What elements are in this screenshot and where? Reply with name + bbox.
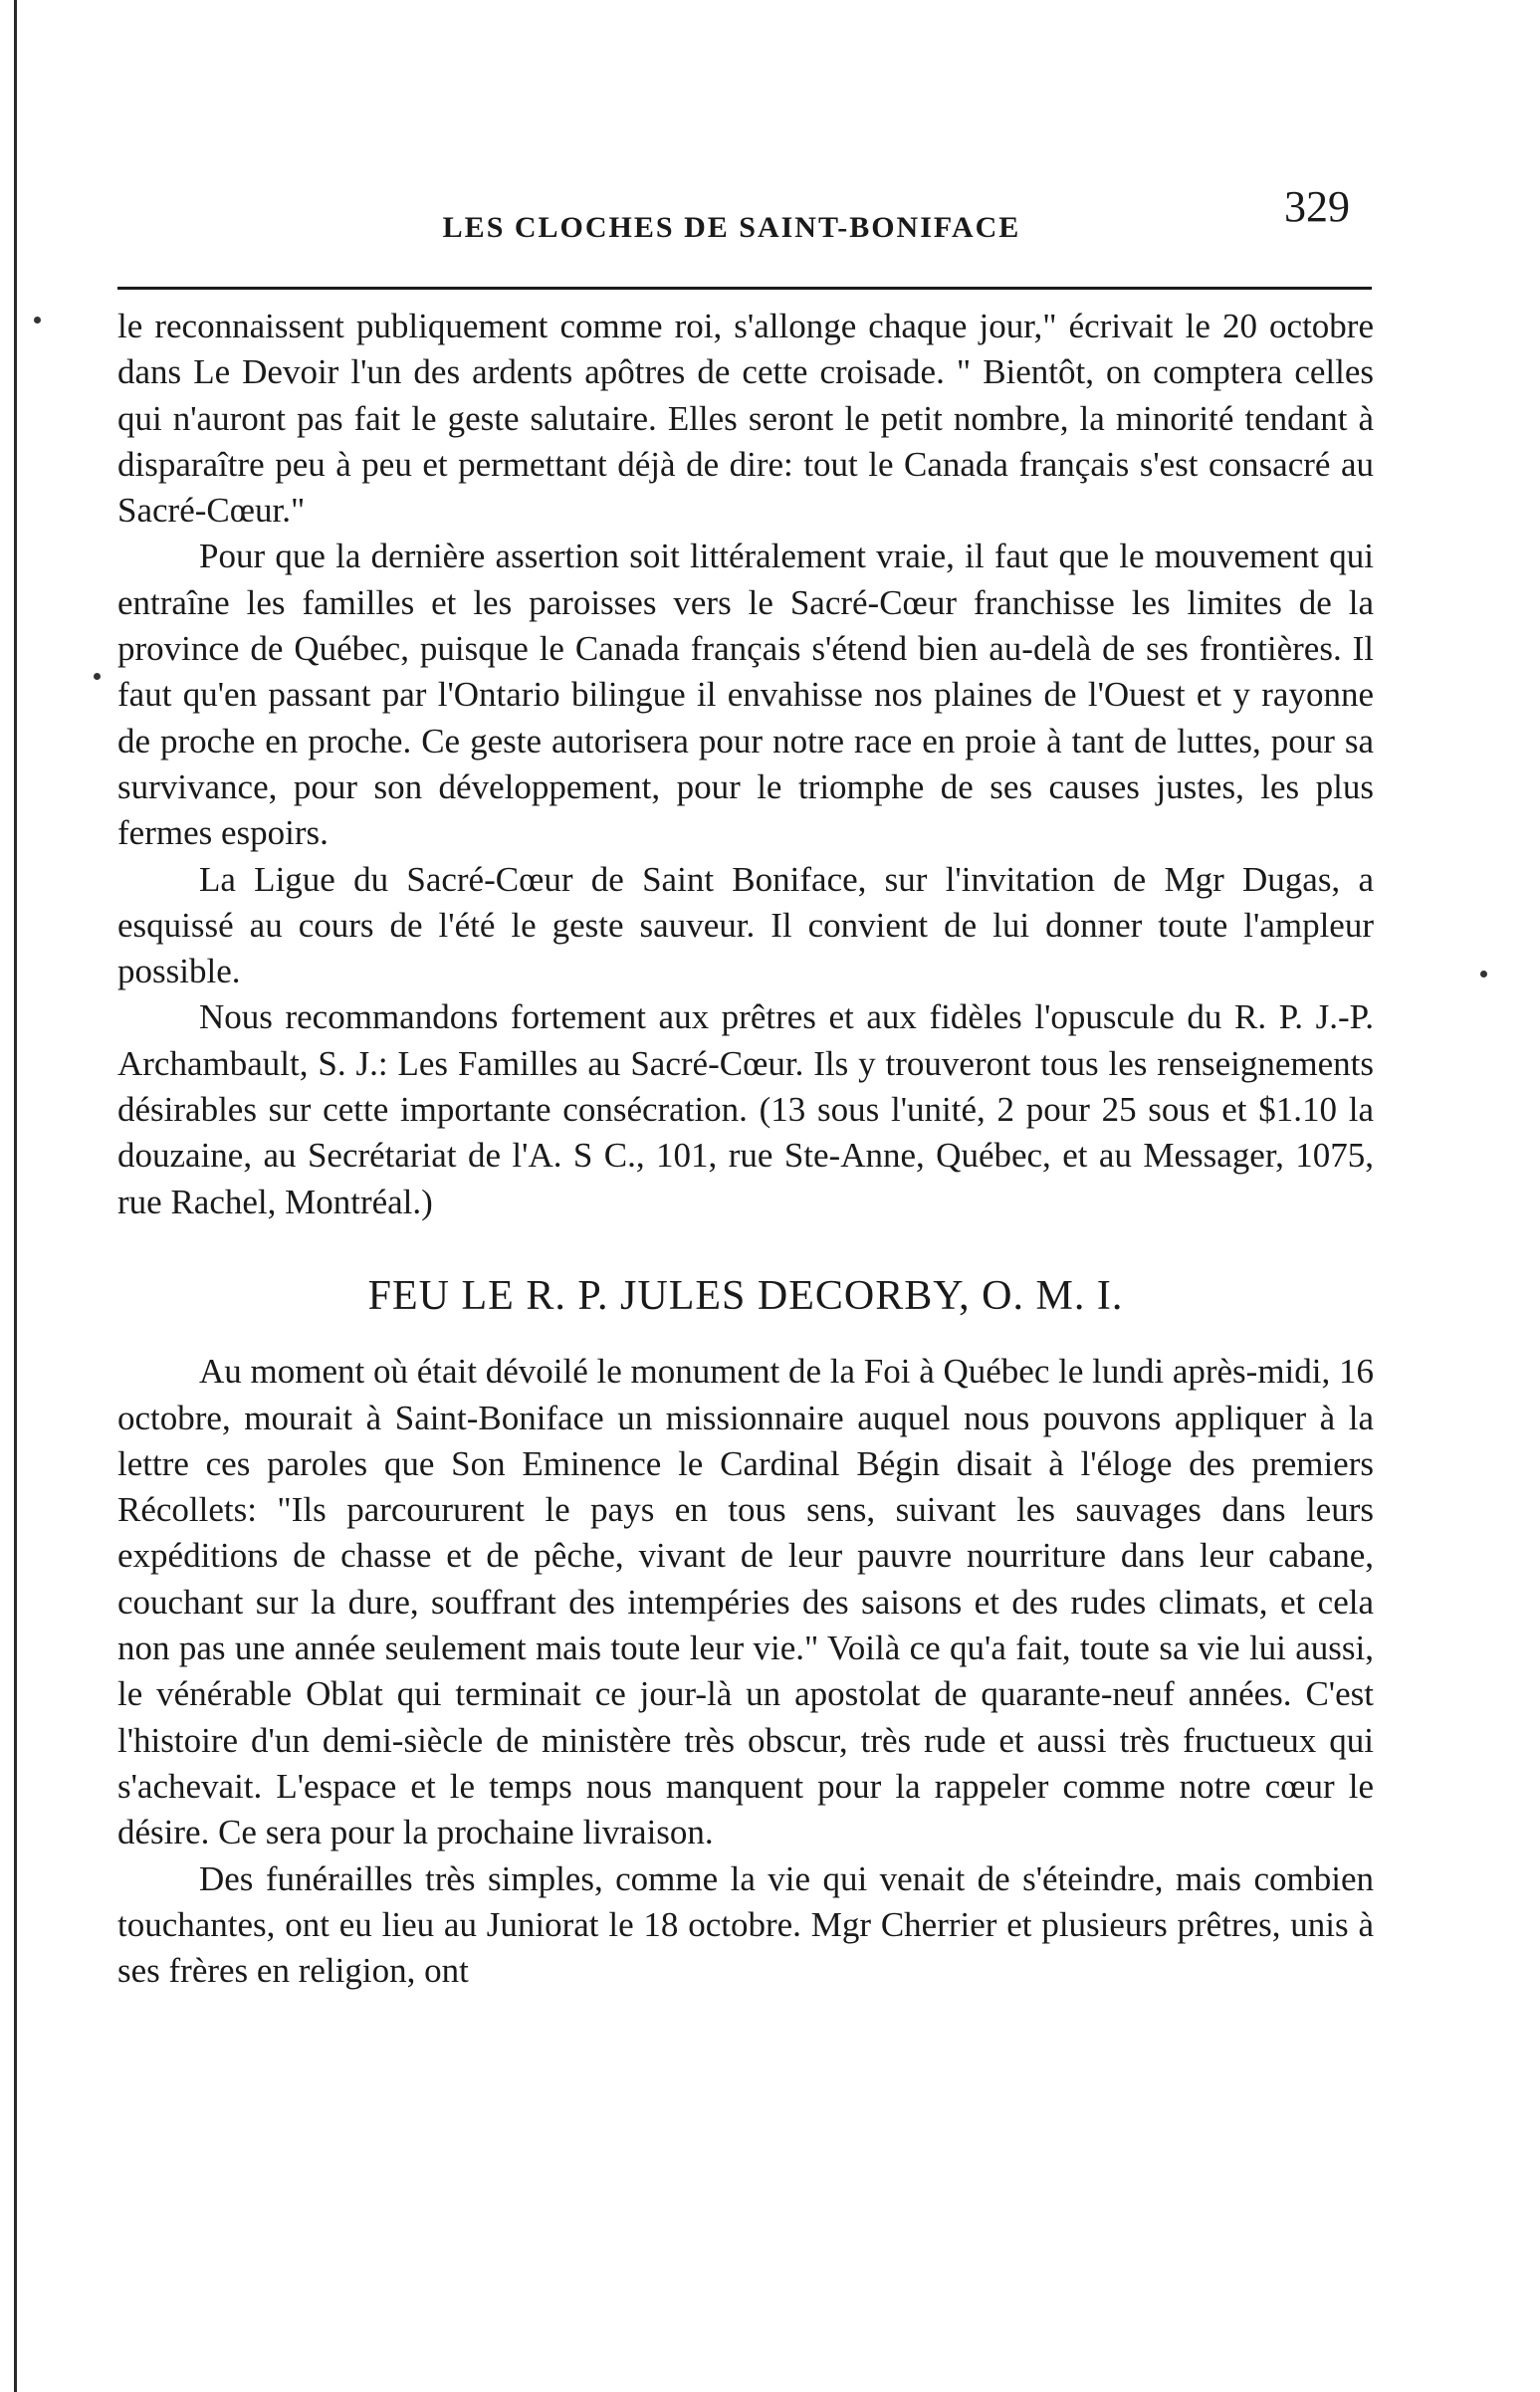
- paragraph: La Ligue du Sacré-Cœur de Saint Boniface, sur l'invitation de Mgr Dugas, a esquissé au cours de l'été le geste sauveur. Il convient de lui donner toute l'ampleur possible.: [117, 859, 1374, 991]
- body-text: [117, 304, 1374, 2014]
- running-title: LES CLOCHES DE SAINT-BONIFACE: [442, 211, 1021, 244]
- binding-edge: [14, 0, 17, 2392]
- section-title: FEU LE R. P. JULES DECORBY, O. M. I.: [367, 1272, 1124, 1319]
- margin-speck: [34, 317, 41, 324]
- page-number: 329: [1284, 182, 1350, 231]
- paragraph: Nous recommandons fortement aux prêtres et aux fidèles l'opuscule du R. P. J.-P. Archambault, S. J.: Les Familles au Sacré-Cœur. Ils y trouveront tous les renseignements désirables sur cette importante consécration. (13 sous l'unité, 2 pour 25 sous et $1.10 la douzaine, au Secrétariat de l'A. S C., 101, rue Ste-Anne, Québec, et au Messager, 1075, rue Rachel, Montréal.): [117, 997, 1374, 1221]
- spacer: [117, 1994, 1374, 2014]
- margin-speck: [94, 673, 101, 680]
- paragraph: Des funérailles très simples, comme la vie qui venait de s'éteindre, mais combien touchantes, ont eu lieu au Juniorat le 18 octobre. Mgr Cherrier et plusieurs prêtres, unis à ses frères en religion, ont: [117, 1858, 1374, 1991]
- header-rule: [117, 287, 1372, 290]
- paragraph: Pour que la dernière assertion soit littéralement vraie, il faut que le mouvement qui entraîne les familles et les paroisses vers le Sacré-Cœur franchisse les limites de la province de Québec, puisque le Canada français s'étend bien au-delà de ses frontières. Il faut qu'en passant par l'Ontario bilingue il envahisse nos plaines de l'Ouest et y rayonne de proche en proche. Ce geste autorisera pour notre race en proie à tant de luttes, pour sa survivance, pour son développement, pour le triomphe de ses causes justes, les plus fermes espoirs.: [117, 537, 1374, 853]
- paragraph: Au moment où était dévoilé le monument de la Foi à Québec le lundi après-midi, 16 octobre, mourait à Saint-Boniface un missionnaire auquel nous pouvons appliquer à la lettre ces paroles que Son Eminence le Cardinal Bégin disait à l'éloge des premiers Récollets: "Ils parcoururent le pays en tous sens, suivant les sauvages dans leurs expéditions de chasse et de pêche, vivant de leur pauvre nourriture dans leur cabane, couchant sur la dure, souffrant des intempéries des saisons et des rudes climats, et cela non pas une année seulement mais toute leur vie." Voilà ce qu'a fait, toute sa vie lui aussi, le vénérable Oblat qui terminait ce jour-là un apostolat de quarante-neuf années. C'est l'histoire d'un demi-siècle de ministère très obscur, très rude et aussi très fructueux qui s'achevait. L'espace et le temps nous manquent pour la rappeler comme notre cœur le désire. Ce sera pour la prochaine livraison.: [117, 1352, 1374, 1852]
- paragraph: le reconnaissent publiquement comme roi, s'allonge chaque jour," écrivait le 20 octobre dans Le Devoir l'un des ardents apôtres de cette croisade. " Bientôt, on comptera celles qui n'auront pas fait le geste salutaire. Elles seront le petit nombre, la minorité tendant à disparaître peu à peu et permettant déjà de dire: tout le Canada français s'est consacré au Sacré-Cœur.": [117, 307, 1374, 531]
- margin-speck: [1480, 971, 1487, 978]
